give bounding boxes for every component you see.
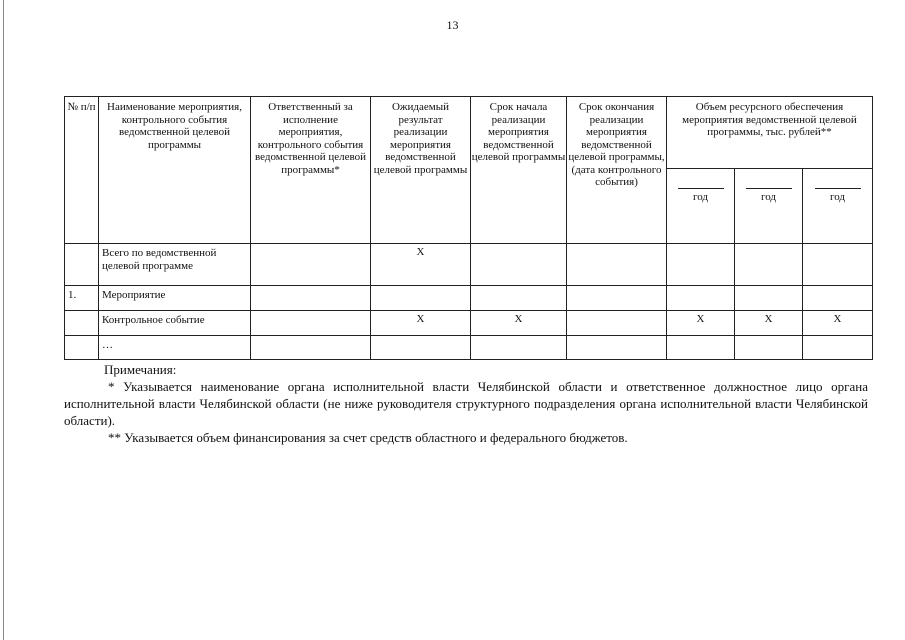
- cell-responsible: [251, 286, 371, 311]
- header-year-1: [667, 169, 735, 244]
- cell-year-2: [735, 336, 803, 360]
- cell-year-2: [735, 286, 803, 311]
- cell-name: Контрольное событие: [99, 311, 251, 336]
- year-label: год: [760, 191, 777, 204]
- cell-year-1: [667, 244, 735, 286]
- year-blank-line: [746, 188, 792, 189]
- cell-num: [65, 244, 99, 286]
- cell-num: [65, 311, 99, 336]
- table-row: [65, 311, 873, 336]
- cell-responsible: [251, 336, 371, 360]
- cell-year-2: Х: [735, 311, 803, 336]
- cell-end: [567, 311, 667, 336]
- cell-year-3: [803, 336, 873, 360]
- cell-start: [471, 286, 567, 311]
- header-expected-result: Ожидаемый результат реализации мероприятия ведомственной целевой программы: [371, 97, 471, 244]
- cell-start: Х: [471, 311, 567, 336]
- cell-name: …: [99, 336, 251, 360]
- note-1: * Указывается наименование органа исполнительной власти Челябинской области и ответственное должностное лицо органа исполнительной власти Челябинской области (не ниже руководителя структурного подразделения органа исполнительной власти Челябинской области).: [64, 379, 868, 428]
- table-header-row: [65, 97, 873, 169]
- program-activities-table: [64, 96, 873, 360]
- header-num: № п/п: [65, 97, 99, 244]
- cell-num: 1.: [65, 286, 99, 311]
- header-name: Наименование мероприятия, контрольного события ведомственной целевой программы: [99, 97, 251, 244]
- cell-num: [65, 336, 99, 360]
- header-year-2: [735, 169, 803, 244]
- cell-year-3: Х: [803, 311, 873, 336]
- cell-responsible: [251, 244, 371, 286]
- cell-result: Х: [371, 244, 471, 286]
- header-funding: Объем ресурсного обеспечения мероприятия ведомственной целевой программы, тыс. рублей**: [667, 97, 873, 169]
- cell-result: Х: [371, 311, 471, 336]
- cell-end: [567, 336, 667, 360]
- cell-responsible: [251, 311, 371, 336]
- year-label: год: [692, 191, 709, 204]
- cell-result: [371, 336, 471, 360]
- cell-name: Мероприятие: [99, 286, 251, 311]
- header-responsible: Ответственный за исполнение мероприятия, контрольного события ведомственной целевой программы*: [251, 97, 371, 244]
- cell-start: [471, 244, 567, 286]
- year-blank-line: [678, 188, 724, 189]
- cell-year-2: [735, 244, 803, 286]
- table-row: [65, 244, 873, 286]
- table-row: [65, 286, 873, 311]
- cell-end: [567, 286, 667, 311]
- year-label: год: [829, 191, 846, 204]
- header-end-date: Срок окончания реализации мероприятия ведомственной целевой программы, (дата контрольного события): [567, 97, 667, 244]
- table-row: [65, 336, 873, 360]
- page-margin-line: [3, 0, 4, 640]
- page-number: 13: [446, 18, 459, 32]
- cell-name: Всего по ведомственной целевой программе: [99, 244, 251, 286]
- notes-title: Примечания:: [104, 362, 177, 377]
- year-blank-line: [815, 188, 861, 189]
- cell-start: [471, 336, 567, 360]
- cell-result: [371, 286, 471, 311]
- cell-year-3: [803, 244, 873, 286]
- cell-year-1: [667, 336, 735, 360]
- cell-year-3: [803, 286, 873, 311]
- cell-year-1: Х: [667, 311, 735, 336]
- header-year-3: [803, 169, 873, 244]
- cell-year-1: [667, 286, 735, 311]
- note-2: ** Указывается объем финансирования за счет средств областного и федерального бюджетов.: [108, 430, 628, 445]
- notes-section: [64, 361, 868, 446]
- header-start-date: Срок начала реализации мероприятия ведомственной целевой программы: [471, 97, 567, 244]
- cell-end: [567, 244, 667, 286]
